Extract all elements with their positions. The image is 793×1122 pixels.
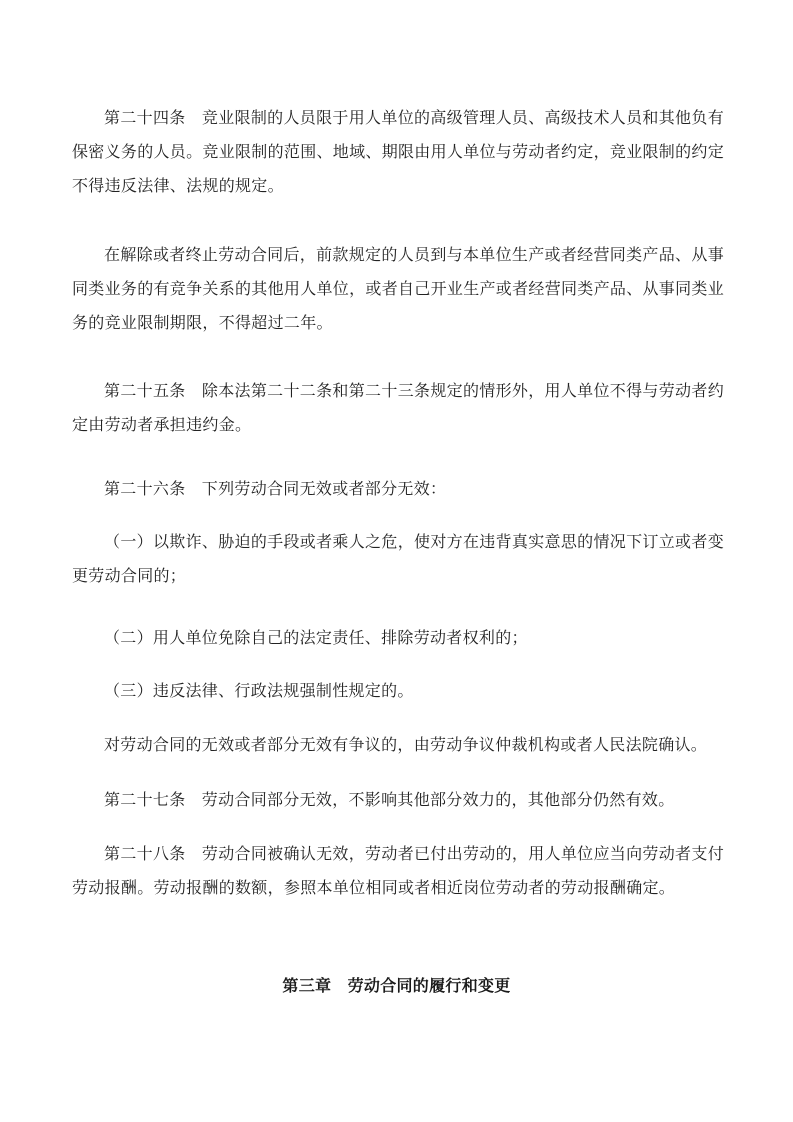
article-26-paragraph: 第二十六条 下列劳动合同无效或者部分无效： <box>104 479 447 498</box>
article-25-paragraph: 第二十五条 除本法第二十二条和第二十三条规定的情形外，用人单位不得与劳动者约定由劳动者承担违约金。 <box>72 381 724 434</box>
article-24-second-paragraph: 在解除或者终止劳动合同后，前款规定的人员到与本单位生产或者经营同类产品、从事同类业务的有竞争关系的其他用人单位，或者自己开业生产或者经营同类产品、从事同类业务的竞业限制期限，不得超过二年。 <box>72 245 725 332</box>
article-26-dispute-paragraph: 对劳动合同的无效或者部分无效有争议的，由劳动争议仲裁机构或者人民法院确认。 <box>104 735 708 754</box>
article-27-paragraph: 第二十七条 劳动合同部分无效，不影响其他部分效力的，其他部分仍然有效。 <box>104 790 675 809</box>
chapter-title: 第三章 劳动合同的履行和变更 <box>282 976 511 995</box>
article-24-paragraph: 第二十四条 竞业限制的人员限于用人单位的高级管理人员、高级技术人员和其他负有保密义务的人员。竞业限制的范围、地域、期限由用人单位与劳动者约定，竞业限制的约定不得违反法律、法规的规定。 <box>72 108 725 195</box>
article-28-paragraph: 第二十八条 劳动合同被确认无效，劳动者已付出劳动的，用人单位应当向劳动者支付劳动报酬。劳动报酬的数额，参照本单位相同或者相近岗位劳动者的劳动报酬确定。 <box>72 844 724 897</box>
article-26-item-1: （一）以欺诈、胁迫的手段或者乘人之危，使对方在违背真实意思的情况下订立或者变更劳动合同的； <box>72 532 724 585</box>
article-26-item-2: （二）用人单位免除自己的法定责任、排除劳动者权利的； <box>104 628 528 647</box>
article-26-item-3: （三）违反法律、行政法规强制性规定的。 <box>104 681 414 700</box>
